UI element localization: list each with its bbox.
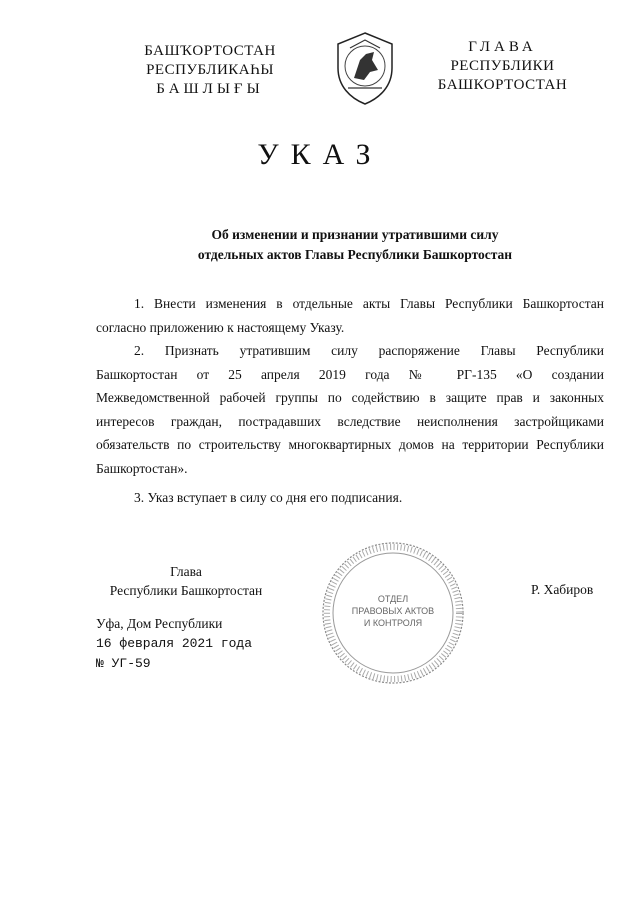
header-right-line-3: БАШКОРТОСТАН — [437, 77, 568, 93]
header-left — [120, 42, 300, 99]
header-right-line-2: РЕСПУБЛИКИ — [450, 58, 555, 74]
item-2-rest: Межведомственной рабочей группы по содействию в защите прав и законных интересов граждан, пострадавших вследствие неисполнения застройщиками обязательств по строительству многоквартирных домов на территории Республики Башкортостан». — [96, 390, 604, 476]
stamp-line-2: ПРАВОВЫХ АКТОВ — [351, 606, 435, 616]
header-right — [420, 38, 585, 95]
header-left-line-1: БАШҠОРТОСТАН — [144, 43, 276, 59]
item-1: 1. Внести изменения в отдельные акты Главы Республики Башкортостан согласно приложению к настоящему Указу. — [96, 296, 604, 335]
stamp-line-3: И КОНТРОЛЯ — [363, 618, 423, 628]
document-body — [96, 292, 604, 510]
place-city: Уфа, Дом Республики — [96, 616, 223, 631]
document-title: УКАЗ — [257, 138, 383, 171]
subject-line-2: отдельных актов Главы Республики Башкортостан — [197, 247, 513, 262]
signature-title-line-1: Глава — [170, 564, 202, 579]
decree-date: 16 февраля 2021 года — [96, 636, 253, 651]
subject-line-1: Об изменении и признании утратившими силу — [211, 227, 499, 242]
emblem-icon — [330, 30, 400, 108]
header-left-line-2: РЕСПУБЛИКАҺЫ — [146, 62, 274, 78]
place-block — [96, 614, 252, 674]
stamp-line-1: ОТДЕЛ — [377, 594, 409, 604]
item-3: 3. Указ вступает в силу со дня его подписания. — [134, 490, 403, 505]
signatory-name: Р. Хабиров — [531, 582, 594, 597]
header-right-line-1: ГЛАВА — [468, 39, 537, 55]
stamp-seal — [320, 540, 466, 686]
decree-number: № УГ-59 — [96, 656, 151, 671]
item-2-line-1: 2. Признать утратившим силу распоряжение Главы Республики — [134, 343, 604, 358]
document-subject — [120, 225, 590, 265]
signature-title-line-2: Республики Башкортостан — [109, 583, 263, 598]
header-left-line-3: БАШЛЫҒЫ — [156, 81, 264, 97]
item-2-line-2: Башкортостан от 25 апреля 2019 года № РГ-135 «О создании — [96, 366, 604, 382]
signature-title — [96, 562, 276, 600]
